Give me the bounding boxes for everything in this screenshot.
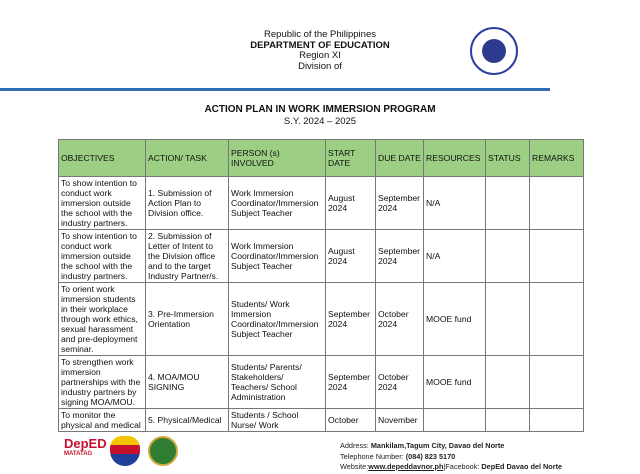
division-seal-icon — [148, 436, 178, 466]
table-cell: N/A — [424, 230, 486, 283]
table-cell: MOOE fund — [424, 283, 486, 356]
table-cell: November — [376, 409, 424, 432]
column-header: OBJECTIVES — [59, 140, 146, 177]
table-cell: Work Immersion Coordinator/Immersion Subject Teacher — [229, 230, 326, 283]
action-plan-table — [58, 139, 584, 432]
table-cell: Students/ Work Immersion Coordinator/Immersion Subject Teacher — [229, 283, 326, 356]
phone-label: Telephone Number: — [340, 451, 404, 461]
table-cell: October 2024 — [376, 356, 424, 409]
table-cell: October — [326, 409, 376, 432]
column-header: DUE DATE — [376, 140, 424, 177]
table-cell — [530, 356, 584, 409]
table-cell: To monitor the physical and medical — [59, 409, 146, 432]
table-row — [59, 230, 584, 283]
table-cell: September 2024 — [326, 283, 376, 356]
phone: (084) 823 5170 — [405, 451, 456, 461]
table-cell: September 2024 — [376, 177, 424, 230]
table-row — [59, 177, 584, 230]
table-header-row — [59, 140, 584, 177]
column-header: ACTION/ TASK — [146, 140, 229, 177]
footer — [0, 436, 640, 474]
deped-seal-icon — [470, 27, 518, 75]
republic-line: Republic of the Philippines — [264, 29, 376, 40]
table-cell — [486, 283, 530, 356]
table-cell: To show intention to conduct work immersion outside the school with the industry partners. — [59, 230, 146, 283]
column-header: REMARKS — [530, 140, 584, 177]
document-title: ACTION PLAN IN WORK IMMERSION PROGRAM — [204, 104, 436, 115]
table-cell: August 2024 — [326, 230, 376, 283]
table-cell — [486, 409, 530, 432]
division-line: Division of — [298, 60, 342, 72]
facebook-label: |Facebook: — [443, 462, 480, 471]
table-cell: To show intention to conduct work immersion outside the school with the industry partners. — [59, 177, 146, 230]
table-cell: Students / School Nurse/ Work — [229, 409, 326, 432]
table-cell: 3. Pre-Immersion Orientation — [146, 283, 229, 356]
table-cell: Students/ Parents/ Stakeholders/ Teachers/ School Administration — [229, 356, 326, 409]
table-cell: To strengthen work immersion partnerships with the industry partners by signing MOA/MOU. — [59, 356, 146, 409]
department-line: DEPARTMENT OF EDUCATION — [250, 39, 390, 51]
table-cell: Work Immersion Coordinator/Immersion Subject Teacher — [229, 177, 326, 230]
region-line: Region XI — [299, 50, 341, 61]
website-label: Website: — [340, 462, 369, 471]
address: Mankilam,Tagum City, Davao del Norte — [370, 441, 505, 450]
table-cell: 1. Submission of Action Plan to Division office. — [146, 177, 229, 230]
table-cell — [486, 230, 530, 283]
table-cell — [530, 230, 584, 283]
column-header: START DATE — [326, 140, 376, 177]
table-cell — [486, 177, 530, 230]
table-cell — [530, 177, 584, 230]
letterhead — [0, 30, 640, 72]
deped-matatag-logo — [64, 436, 107, 457]
table-cell: 4. MOA/MOU SIGNING — [146, 356, 229, 409]
address-label: Address: — [340, 441, 369, 450]
table-cell: 2. Submission of Letter of Intent to the Division office and to the target Industry Partner/s. — [146, 230, 229, 283]
table-cell: To orient work immersion students in their workplace through work ethics, sexual harassment and pre-deployment seminar. — [59, 283, 146, 356]
table-row — [59, 356, 584, 409]
table-cell: N/A — [424, 177, 486, 230]
table-cell — [530, 283, 584, 356]
table-cell: September 2024 — [376, 230, 424, 283]
table-cell: August 2024 — [326, 177, 376, 230]
bagong-pilipinas-logo — [110, 436, 140, 466]
column-header: PERSON (s) INVOLVED — [229, 140, 326, 177]
footer-contact — [340, 441, 562, 473]
facebook-name: DepEd Davao del Norte — [481, 462, 563, 471]
table-cell — [486, 356, 530, 409]
column-header: STATUS — [486, 140, 530, 177]
table-row — [59, 409, 584, 432]
table-cell: MOOE fund — [424, 356, 486, 409]
column-header: RESOURCES — [424, 140, 486, 177]
website-link[interactable]: www.depeddavnor.ph — [368, 462, 444, 471]
header-rule — [0, 88, 550, 91]
table-cell — [424, 409, 486, 432]
matatag-logo-text: MATATAG — [64, 451, 93, 457]
table-cell: September 2024 — [326, 356, 376, 409]
school-year: S.Y. 2024 – 2025 — [283, 116, 357, 127]
table-cell: October 2024 — [376, 283, 424, 356]
table-cell — [530, 409, 584, 432]
table-row — [59, 283, 584, 356]
deped-logo-text: DepED — [64, 436, 107, 451]
table-cell: 5. Physical/Medical — [146, 409, 229, 432]
